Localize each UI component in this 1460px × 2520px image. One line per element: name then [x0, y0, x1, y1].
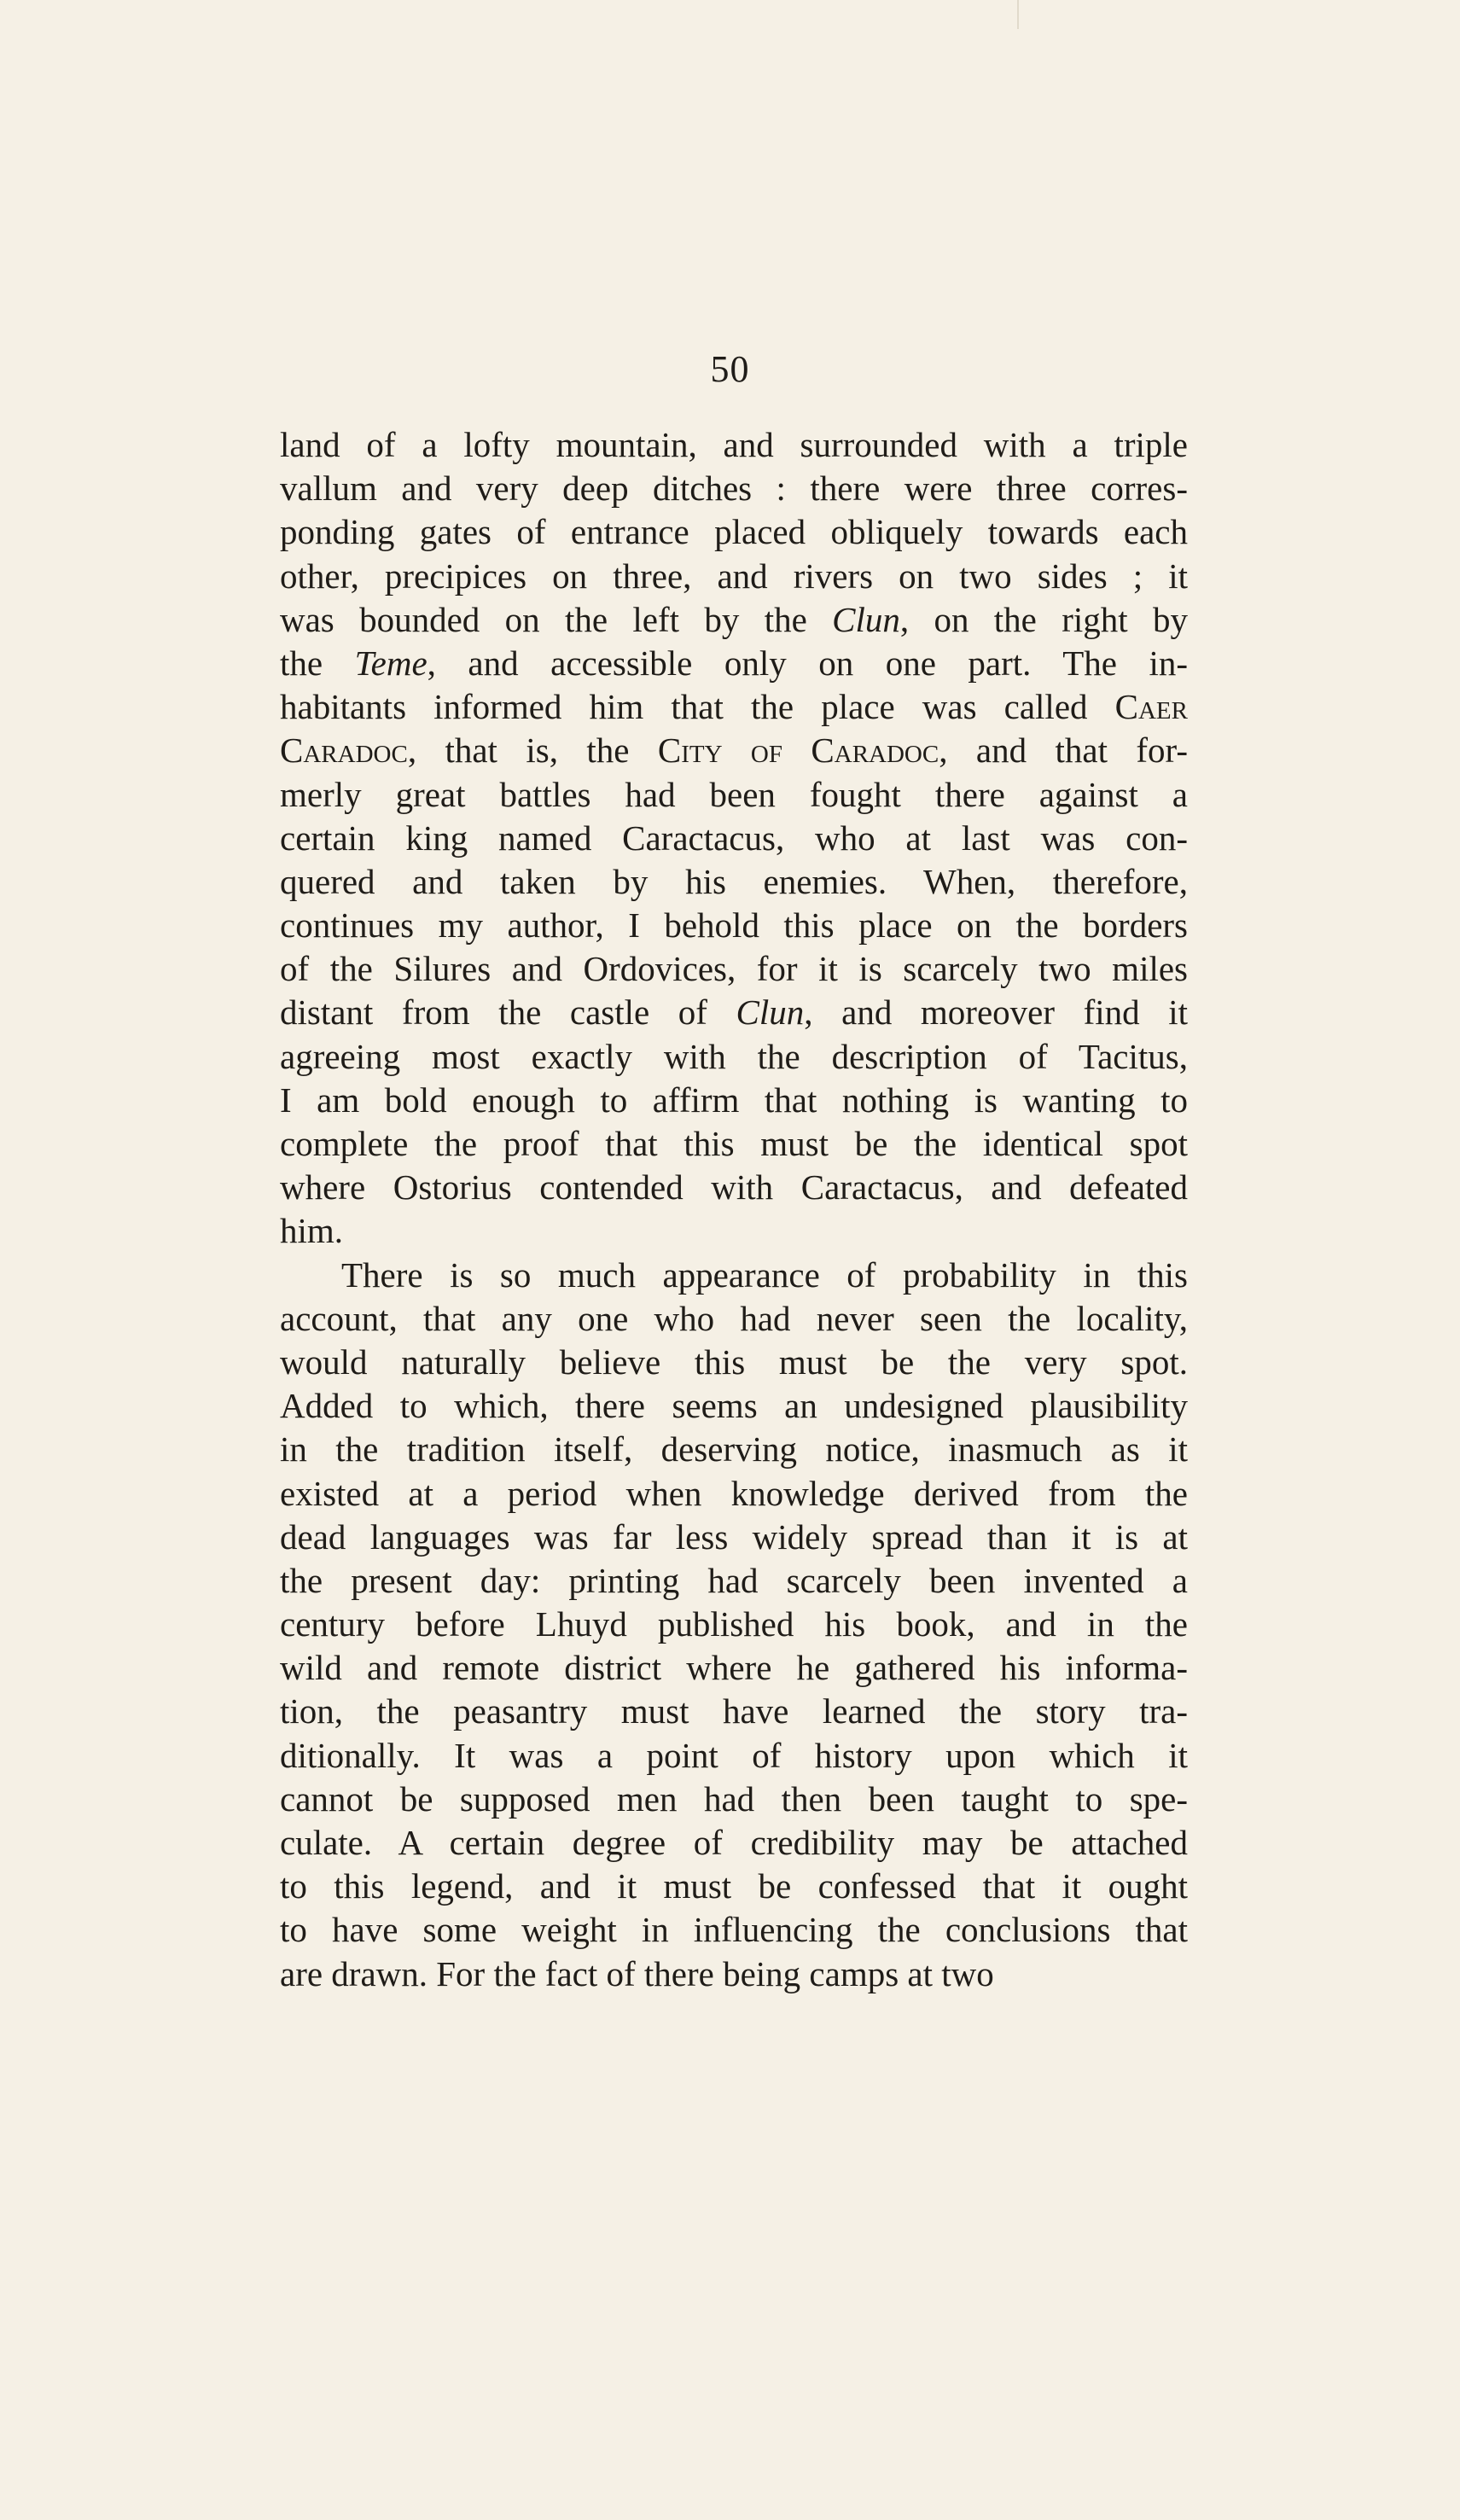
text-segment: merly great battles had been fought there against a [280, 774, 1188, 814]
text-line [280, 510, 1188, 554]
text-segment: century before Lhuyd published his book, and in the [280, 1604, 1188, 1644]
text-line [280, 1516, 1188, 1559]
text-line [280, 1079, 1188, 1122]
text-segment: are drawn. For the fact of there being camps at two [280, 1953, 994, 1993]
text-line [280, 1254, 1188, 1297]
text-segment: would naturally believe this must be the very spot. [280, 1341, 1188, 1382]
text-segment: wild and remote district where he gathered his informa- [280, 1648, 1188, 1688]
text-line [280, 1428, 1188, 1471]
text-line [280, 860, 1188, 904]
text-segment: the [280, 643, 355, 683]
text-line [280, 1734, 1188, 1778]
text-line [280, 1821, 1188, 1865]
text-segment: of the Silures and Ordovices, for it is scarcely two miles [280, 949, 1188, 989]
text-segment: I am bold enough to affirm that nothing is wanting to [280, 1080, 1188, 1120]
text-line [280, 1341, 1188, 1384]
text-segment: other, precipices on three, and rivers on two sides ; it [280, 556, 1188, 596]
text-segment: habitants informed him that the place was called [280, 687, 1115, 727]
text-line [280, 1908, 1188, 1952]
smallcaps-text: Caer [1114, 687, 1188, 727]
text-line [280, 1690, 1188, 1733]
text-line [280, 904, 1188, 947]
text-segment: the present day: printing had scarcely been invented a [280, 1560, 1188, 1600]
text-segment: , on the right by [899, 599, 1188, 639]
text-line [280, 1865, 1188, 1908]
text-segment: ponding gates of entrance placed obliquely towards each [280, 512, 1188, 552]
text-segment: agreeing most exactly with the description of Tacitus, [280, 1036, 1188, 1076]
paper-mark [1017, 0, 1019, 29]
text-line [280, 555, 1188, 598]
text-line [280, 1603, 1188, 1646]
text-line [280, 642, 1188, 685]
text-segment: , that is, the [407, 730, 658, 771]
text-segment: where Ostorius contended with Caractacus, and defeated [280, 1167, 1188, 1208]
text-line [280, 1384, 1188, 1428]
text-segment: , and moreover find it [804, 992, 1188, 1033]
italic-text: Clun [832, 599, 900, 639]
text-line [280, 685, 1188, 729]
text-segment: vallum and very deep ditches : there were three corres- [280, 468, 1188, 509]
text-segment: in the tradition itself, deserving notice, inasmuch as it [280, 1429, 1188, 1470]
page-number: 50 [710, 348, 750, 390]
text-line [280, 1297, 1188, 1341]
text-line [280, 991, 1188, 1034]
text-segment: to have some weight in influencing the conclusions that [280, 1910, 1188, 1950]
text-segment: account, that any one who had never seen the locality, [280, 1298, 1188, 1338]
text-line [280, 467, 1188, 510]
text-line [280, 817, 1188, 860]
text-segment: land of a lofty mountain, and surrounded with a triple [280, 425, 1188, 464]
italic-text: Teme [354, 643, 428, 683]
text-segment: Added to which, there seems an undesigned plausibility [280, 1386, 1188, 1426]
text-segment: dead languages was far less widely spread than it is at [280, 1516, 1188, 1557]
text-line [280, 947, 1188, 991]
text-line [280, 1166, 1188, 1209]
text-line [280, 1035, 1188, 1079]
text-segment: quered and taken by his enemies. When, therefore, [280, 861, 1188, 901]
smallcaps-text: Caradoc [280, 730, 408, 771]
text-line [280, 1559, 1188, 1603]
text-line [280, 1472, 1188, 1516]
text-segment: was bounded on the left by the [280, 599, 833, 639]
text-line [280, 1209, 1188, 1253]
text-segment: , and that for- [939, 730, 1188, 771]
italic-text: Clun [736, 992, 805, 1033]
text-segment: There is so much appearance of probability in this [341, 1254, 1188, 1295]
text-segment: him. [280, 1211, 344, 1251]
text-segment: certain king named Caractacus, who at last was con- [280, 818, 1188, 858]
text-segment: continues my author, I behold this place on the borders [280, 905, 1188, 946]
text-line [280, 773, 1188, 817]
text-segment: existed at a period when knowledge derived from the [280, 1473, 1188, 1513]
text-segment: to this legend, and it must be confessed that it ought [280, 1866, 1188, 1906]
text-segment: cannot be supposed men had then been taught to spe- [280, 1778, 1188, 1819]
text-line [280, 1646, 1188, 1690]
text-segment: culate. A certain degree of credibility may be attached [280, 1823, 1188, 1862]
text-line [280, 423, 1188, 467]
body-text [280, 423, 1188, 1996]
text-segment: tion, the peasantry must have learned the story tra- [280, 1691, 1188, 1731]
text-line [280, 1953, 1188, 1996]
text-line [280, 729, 1188, 772]
text-segment: distant from the castle of [280, 992, 736, 1033]
text-line [280, 1778, 1188, 1821]
text-line [280, 598, 1188, 642]
text-segment: complete the proof that this must be the identical spot [280, 1124, 1188, 1163]
smallcaps-text: City of Caradoc [657, 730, 939, 771]
text-line [280, 1122, 1188, 1166]
text-segment: , and accessible only on one part. The in- [427, 643, 1188, 683]
text-segment: ditionally. It was a point of history upon which it [280, 1735, 1188, 1775]
